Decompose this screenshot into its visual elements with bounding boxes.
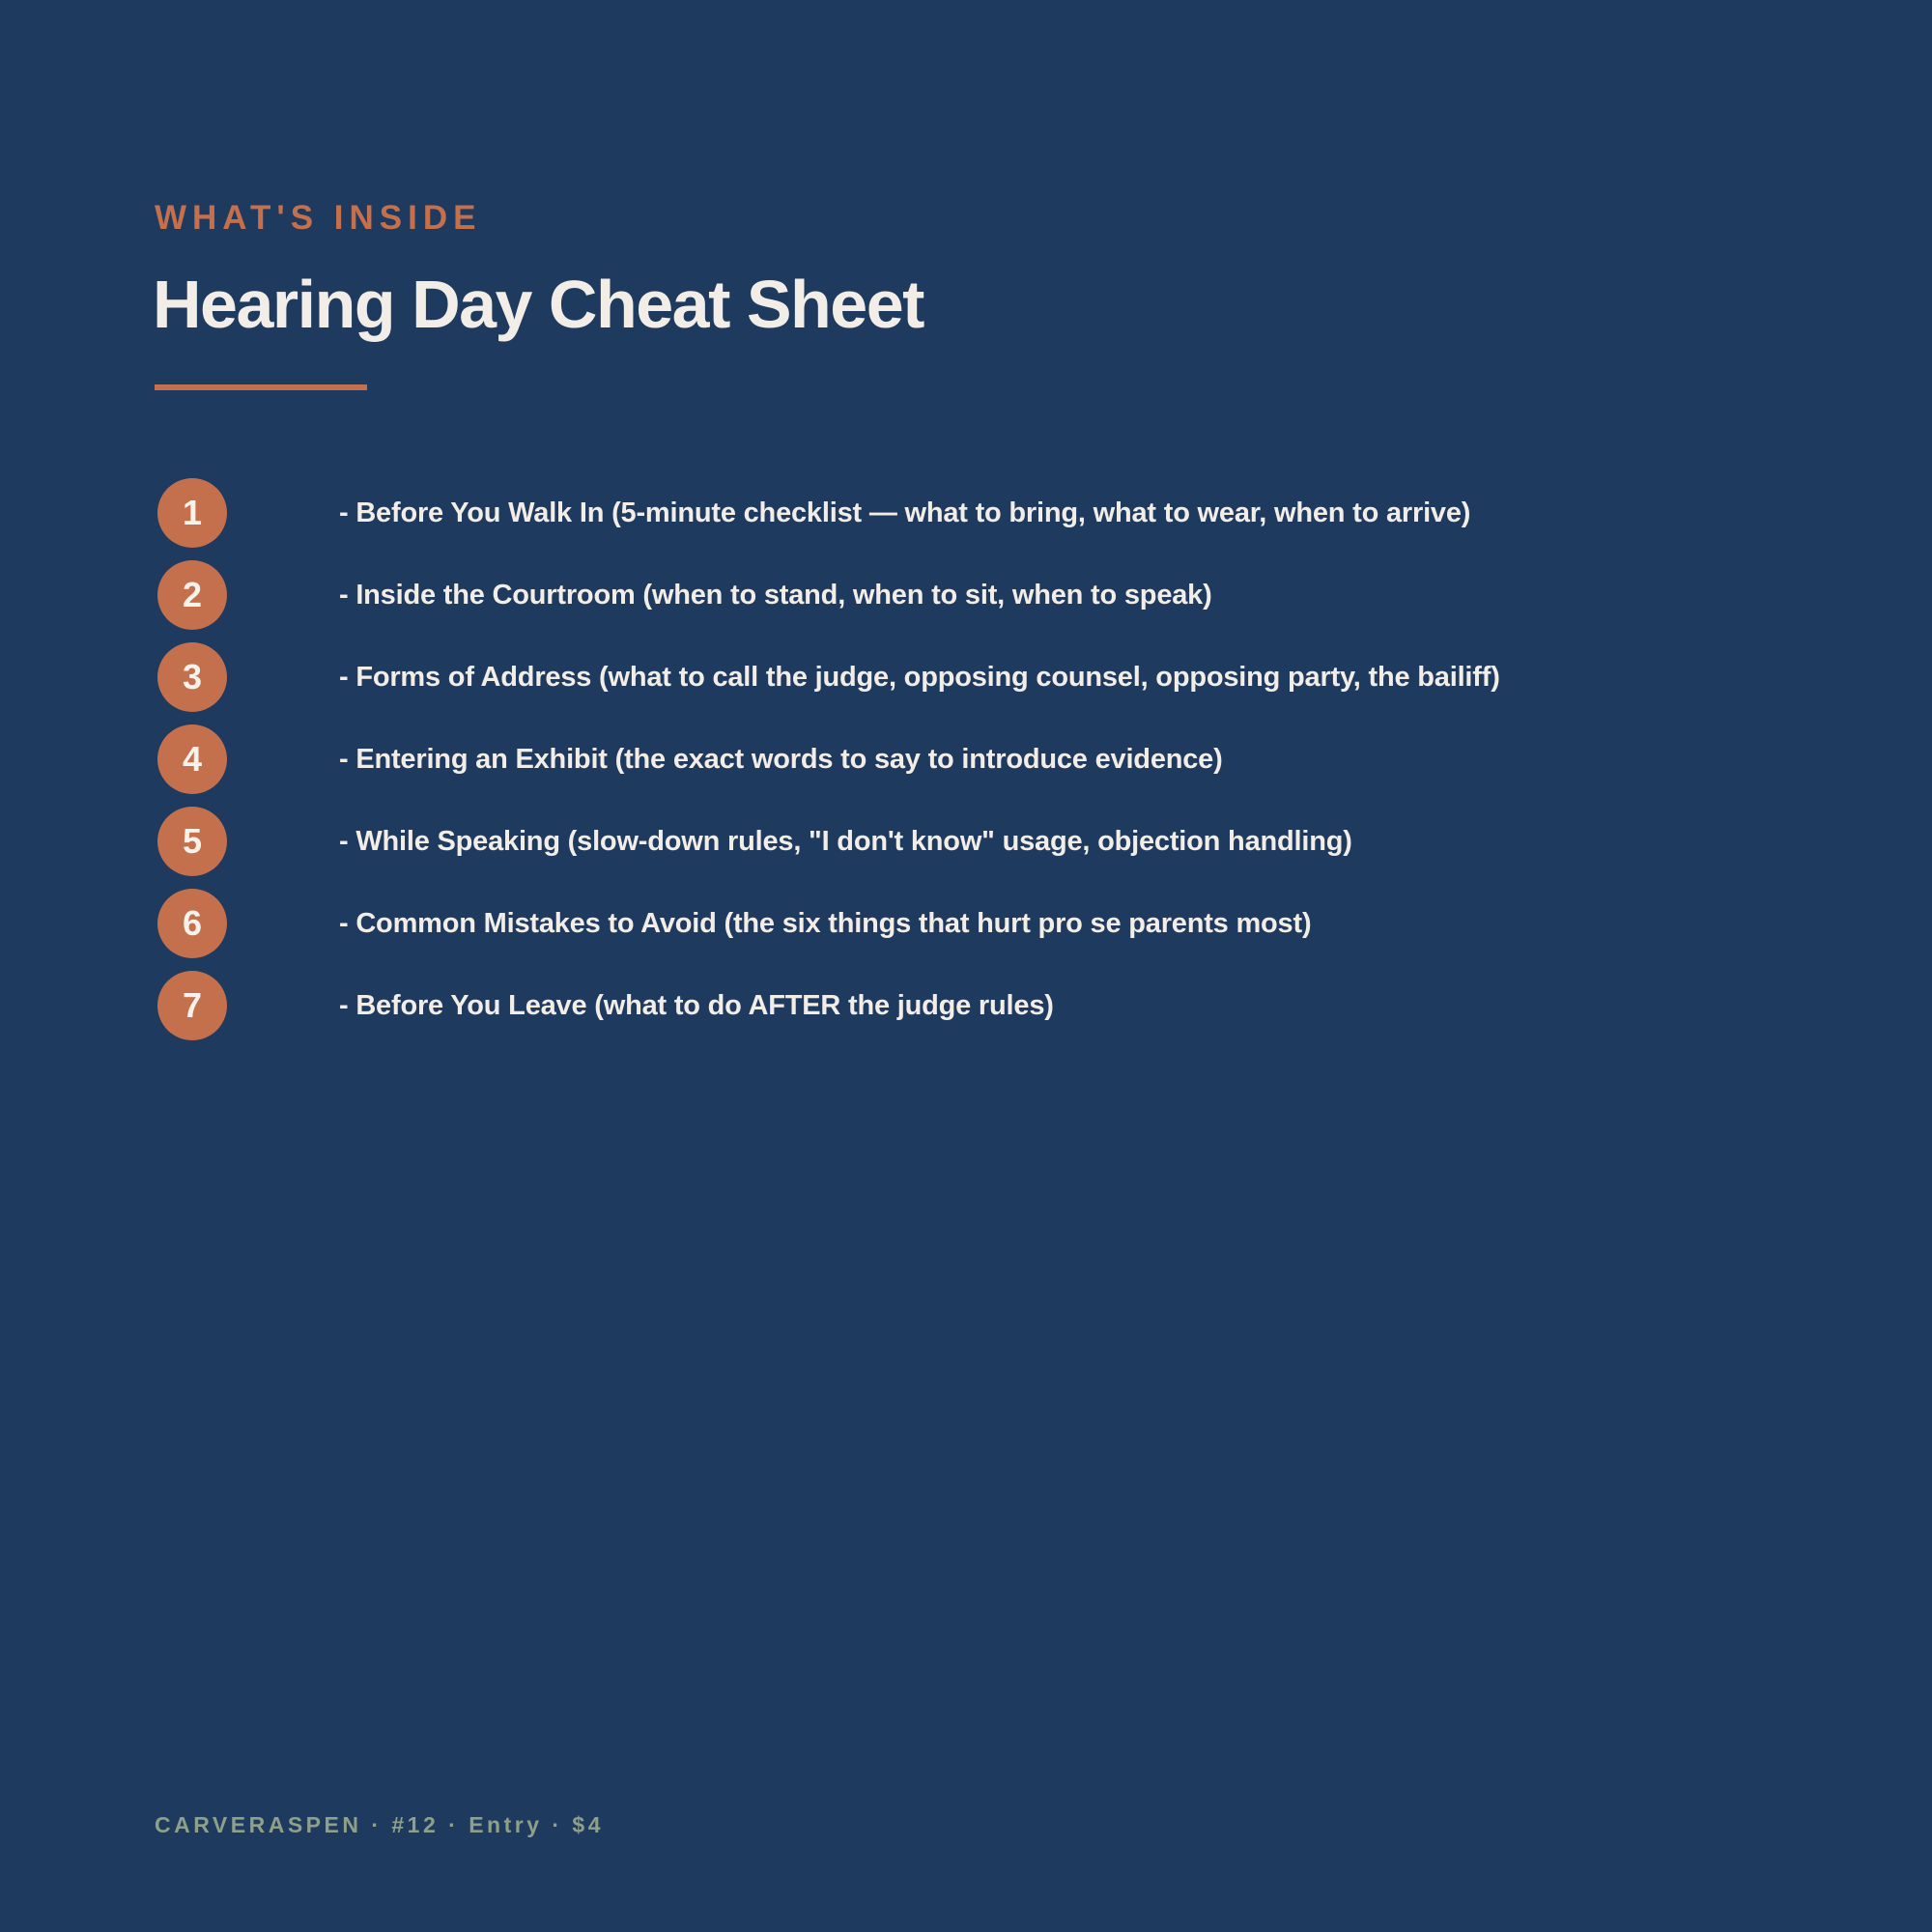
- list-item: [157, 724, 1500, 794]
- item-text: - Entering an Exhibit (the exact words to say to introduce evidence): [339, 743, 1223, 775]
- list-item: [157, 807, 1500, 876]
- item-text: - While Speaking (slow-down rules, "I don't know" usage, objection handling): [339, 825, 1352, 857]
- item-number-badge: 6: [157, 889, 227, 958]
- item-number-badge: 7: [157, 971, 227, 1040]
- contents-list: [157, 478, 1500, 1053]
- list-item: [157, 478, 1500, 548]
- item-number-badge: 5: [157, 807, 227, 876]
- item-text: - Before You Leave (what to do AFTER the judge rules): [339, 989, 1054, 1021]
- list-item: [157, 560, 1500, 630]
- title-underline: [155, 384, 367, 390]
- item-number-badge: 2: [157, 560, 227, 630]
- page-title: Hearing Day Cheat Sheet: [153, 267, 923, 342]
- list-item: [157, 889, 1500, 958]
- item-text: - Forms of Address (what to call the judge, opposing counsel, opposing party, the bailiff): [339, 661, 1500, 693]
- item-number-badge: 4: [157, 724, 227, 794]
- item-number-badge: 1: [157, 478, 227, 548]
- list-item: [157, 642, 1500, 712]
- item-text: - Common Mistakes to Avoid (the six things that hurt pro se parents most): [339, 907, 1312, 939]
- list-item: [157, 971, 1500, 1040]
- eyebrow-label: WHAT'S INSIDE: [155, 199, 482, 237]
- item-text: - Inside the Courtroom (when to stand, when to sit, when to speak): [339, 579, 1212, 611]
- item-text: - Before You Walk In (5-minute checklist — what to bring, what to wear, when to arrive): [339, 497, 1471, 528]
- item-number-badge: 3: [157, 642, 227, 712]
- footer-label: CARVERASPEN · #12 · Entry · $4: [155, 1812, 605, 1837]
